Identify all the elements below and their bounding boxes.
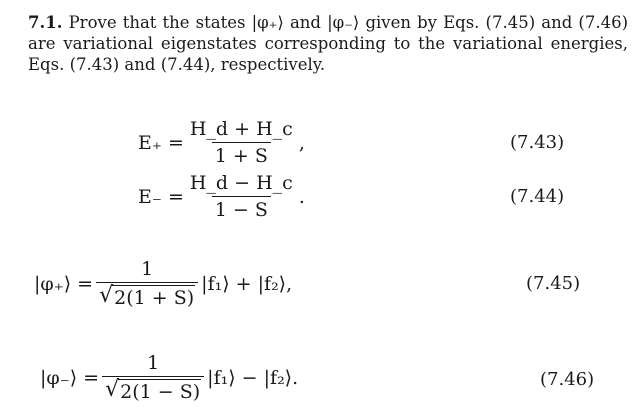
- equation-number: (7.43): [510, 132, 565, 153]
- eq-denominator-wrap: [96, 282, 198, 309]
- equation-number: (7.44): [510, 186, 565, 207]
- radical-icon: √: [105, 377, 120, 402]
- eq-trail: .: [298, 185, 305, 208]
- equation-7-45: [34, 258, 292, 309]
- equation-7-44: [138, 172, 305, 221]
- equation-7-46: [40, 352, 298, 403]
- eq-lhs: E₋ =: [138, 185, 184, 208]
- sqrt-symbol: [105, 379, 201, 403]
- eq-fraction: [187, 118, 296, 167]
- eq-fraction: [187, 172, 296, 221]
- eq-numerator: H_d − H_c: [189, 172, 293, 194]
- eq-denominator-wrap: [102, 376, 204, 403]
- eq-denominator: 1 + S: [212, 142, 271, 167]
- eq-fraction: [96, 258, 198, 309]
- eq-denominator: 1 − S: [212, 196, 271, 221]
- problem-text: Prove that the states |φ₊⟩ and |φ₋⟩ given by Eqs. (7.45) and (7.46) are variational eigenstates corresponding to the variational energies, Eqs. (7.43) and (7.44), respectively.: [28, 13, 629, 74]
- eq-numerator: 1: [141, 258, 154, 280]
- sqrt-symbol: [99, 285, 195, 309]
- radical-icon: √: [99, 283, 114, 308]
- eq-numerator: H_d + H_c: [189, 118, 293, 140]
- eq-lhs: E₊ =: [138, 131, 184, 154]
- eq-lhs: |φ₋⟩ =: [40, 366, 100, 389]
- eq-rhs: |f₁⟩ + |f₂⟩,: [201, 272, 293, 295]
- problem-statement: [28, 12, 628, 75]
- eq-denominator: 2(1 + S): [114, 287, 195, 309]
- eq-numerator: 1: [147, 352, 160, 374]
- equation-7-43: [138, 118, 305, 167]
- equation-number: (7.45): [526, 273, 581, 294]
- eq-denominator: 2(1 − S): [120, 381, 201, 403]
- eq-lhs: |φ₊⟩ =: [34, 272, 94, 295]
- equation-number: (7.46): [540, 369, 595, 390]
- eq-fraction: [102, 352, 204, 403]
- eq-rhs: |f₁⟩ − |f₂⟩.: [207, 366, 299, 389]
- eq-trail: ,: [298, 131, 305, 154]
- problem-number: 7.1.: [28, 13, 63, 32]
